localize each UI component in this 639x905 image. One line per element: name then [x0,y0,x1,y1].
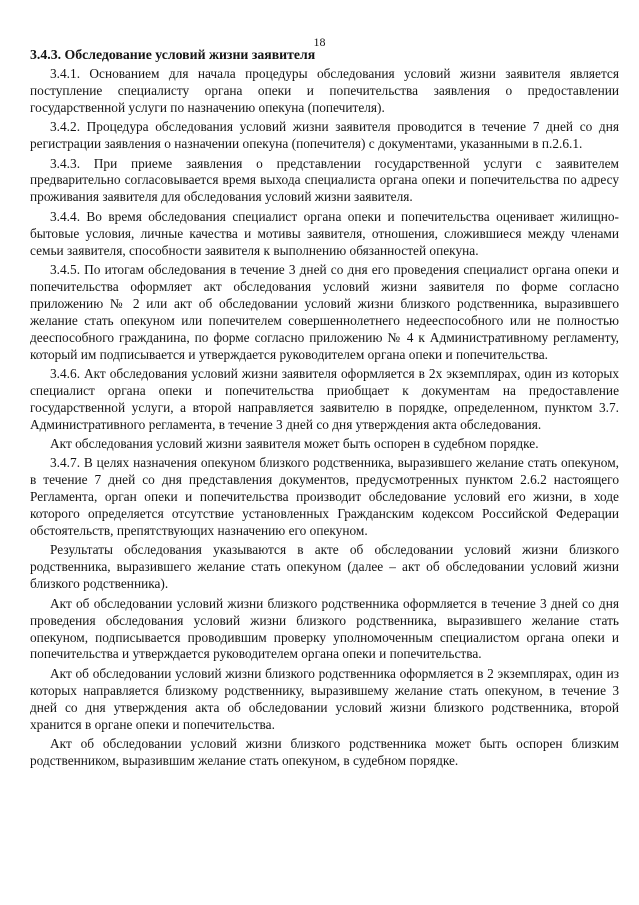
paragraph-3-4-6: 3.4.6. Акт обследования условий жизни заявителя оформляется в 2х экземплярах, один из которых специалист органа опеки и попечительства приобщает к документам на предоставление государственной услуги, а второй направляется заявителю в порядке, определенном, пунктом 3.7. Административного регламента, в течение 3 дней со дня утверждения акта обследования. [30,365,619,432]
paragraph-results: Результаты обследования указываются в акте об обследовании условий жизни близкого родственника, выразившего желание стать опекуном (далее – акт об обследовании условий жизни близкого родственника). [30,542,619,592]
paragraph-3-4-1: 3.4.1. Основанием для начала процедуры обследования условий жизни заявителя является поступление специалисту органа опеки и попечительства заявления о предоставлении государственной услуги по назначению опекуна (попечителя). [30,66,619,115]
section-heading: 3.4.3. Обследование условий жизни заявителя [30,47,316,62]
paragraph-act-copies: Акт об обследовании условий жизни близкого родственника оформляется в 2 экземплярах, один из которых направляется близкому родственнику, выразившему желание стать опекуном, в течение 3 дней со дня утверждения акта об обследовании условий жизни близкого родственника, второй хранится в органе опеки и попечительства. [30,665,619,732]
paragraph-3-4-5: 3.4.5. По итогам обследования в течение 3 дней со дня его проведения специалист органа опеки и попечительства оформляет акт обследования условий жизни заявителя по форме согласно приложению № 2 или акт об обследовании условий жизни близкого родственника, выразившего желание стать опекуном или попечителем совершеннолетнего недееспособного или не полностью дееспособного гражданина, по форме согласно приложению № 4 к Административному регламенту, который им подписывается и утверждается руководителем органа опеки и попечительства. [30,261,619,362]
paragraph-act-timing: Акт об обследовании условий жизни близкого родственника оформляется в течение 3 дней со дня проведения обследования условий жизни близкого родственника, выразившего желание стать опекуном, подписывается проводившим проверку уполномоченным специалистом органа опеки и попечительства и утверждается руководителем органа опеки и попечительства. [30,595,619,662]
paragraph-3-4-4: 3.4.4. Во время обследования специалист органа опеки и попечительства оценивает жилищно-бытовые условия, личные качества и мотивы заявителя, отношения, сложившиеся между членами семьи заявителя, способности заявителя к выполнению обязанностей опекуна. [30,208,619,258]
paragraph-appeal-note: Акт обследования условий жизни заявителя может быть оспорен в судебном порядке. [50,436,539,452]
paragraph-3-4-7: 3.4.7. В целях назначения опекуном близкого родственника, выразившего желание стать опекуном, в течение 7 дней со дня представления документов, предусмотренных пунктом 2.6.2 настоящего Регламента, орган опеки и попечительства производит обследование условий его жизни, в ходе которого определяется отсутствие установленных Гражданским кодексом Российской Федерации обстоятельств, препятствующих назначению его опекуном. [30,455,619,539]
paragraph-3-4-3: 3.4.3. При приеме заявления о представлении государственной услуги с заявителем предварительно согласовывается время выхода специалиста органа опеки и попечительства по адресу проживания заявителя для обследования условий жизни заявителя. [30,155,619,205]
page-number: 18 [313,35,326,49]
paragraph-3-4-2: 3.4.2. Процедура обследования условий жизни заявителя проводится в течение 7 дней со дня регистрации заявления о назначении опекуна (попечителя) с документами, указанными в п.2.6.1. [30,119,619,152]
paragraph-act-appeal: Акт об обследовании условий жизни близкого родственника может быть оспорен близким родственником, выразившим желание стать опекуном, в судебном порядке. [30,735,619,768]
